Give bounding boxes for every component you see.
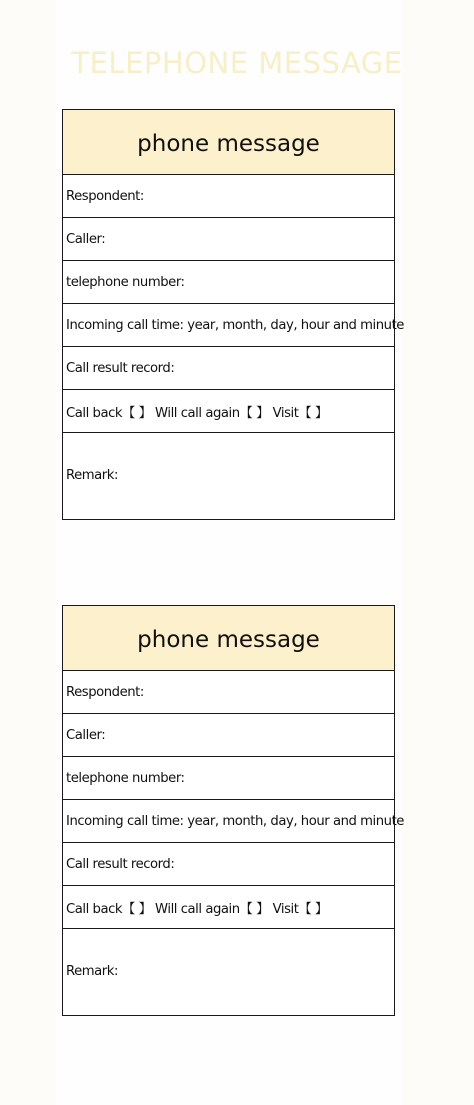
respondent-field: Respondent: (63, 671, 394, 714)
caller-field: Caller: (63, 218, 394, 261)
remark-field: Remark: (66, 964, 118, 979)
form-heading: phone message (63, 110, 394, 175)
call-result-record-field: Call result record: (63, 347, 394, 390)
phone-message-form (62, 605, 404, 1016)
remark-field: Remark: (66, 468, 118, 483)
incoming-call-time-field: Incoming call time: year, month, day, hour and minute (63, 304, 394, 347)
incoming-call-time-field: Incoming call time: year, month, day, hour and minute (63, 800, 394, 843)
respondent-field: Respondent: (63, 175, 394, 218)
phone-message-form (62, 109, 404, 520)
call-result-record-field: Call result record: (63, 843, 394, 886)
telephone-number-field: telephone number: (63, 757, 394, 800)
caller-field: Caller: (63, 714, 394, 757)
telephone-number-field: telephone number: (63, 261, 394, 304)
page-title: TELEPHONE MESSAGE (71, 46, 403, 80)
form-heading: phone message (63, 606, 394, 671)
call-options-field: Call back【 】 Will call again【 】 Visit【 】 (63, 390, 394, 433)
call-options-field: Call back【 】 Will call again【 】 Visit【 】 (63, 886, 394, 929)
